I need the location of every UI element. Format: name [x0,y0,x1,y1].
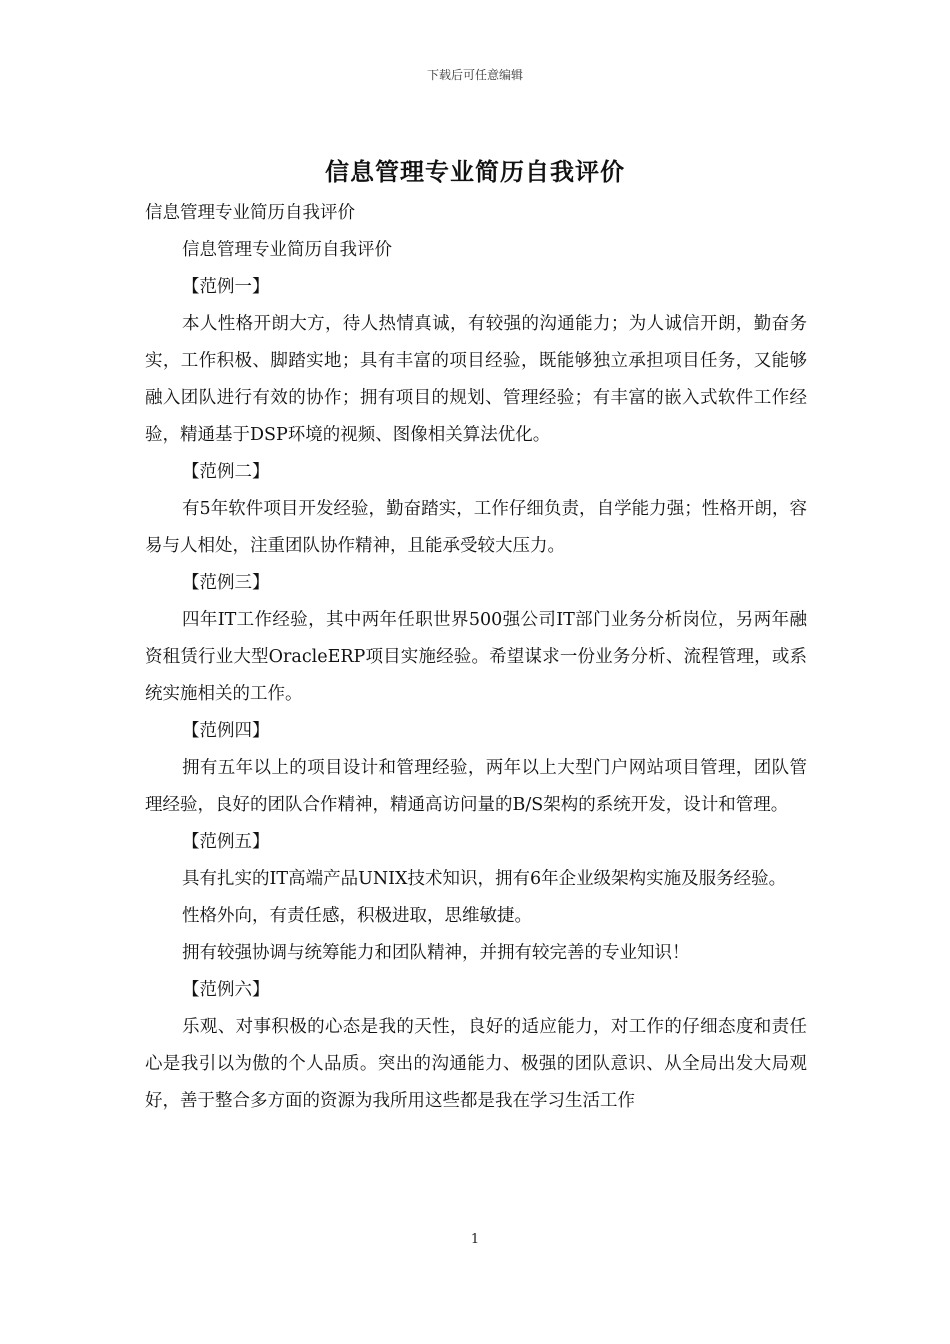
page-number: 1 [470,1232,480,1247]
paragraph: 具有扎实的IT高端产品UNIX技术知识，拥有6年企业级架构实施及服务经验。 [182,869,787,889]
page-header: 下载后可任意编辑 [426,68,523,82]
paragraph: 有5年软件项目开发经验，勤奋踏实，工作仔细负责，自学能力强；性格开朗，容易与人相处，注重团队协作精神，且能承受较大压力。 [145,499,807,556]
example-heading: 【范例四】 [182,721,270,741]
paragraph: 四年IT工作经验，其中两年任职世界500强公司IT部门业务分析岗位，另两年融资租赁行业大型OracleERP项目实施经验。希望谋求一份业务分析、流程管理，或系统实施相关的工作。 [145,610,807,704]
example-heading: 【范例五】 [182,832,270,852]
paragraph: 信息管理专业简历自我评价 [145,203,355,223]
example-heading: 【范例六】 [182,980,270,1000]
paragraph: 拥有较强协调与统筹能力和团队精神，并拥有较完善的专业知识！ [182,943,690,963]
example-heading: 【范例三】 [182,573,270,593]
paragraph: 信息管理专业简历自我评价 [182,240,392,260]
paragraph: 本人性格开朗大方，待人热情真诚，有较强的沟通能力；为人诚信开朗，勤奋务实，工作积极、脚踏实地；具有丰富的项目经验，既能够独立承担项目任务，又能够融入团队进行有效的协作；拥有项目的规划、管理经验；有丰富的嵌入式软件工作经验，精通基于DSP环境的视频、图像相关算法优化。 [145,314,807,445]
example-heading: 【范例一】 [182,277,270,297]
example-heading: 【范例二】 [182,462,270,482]
paragraph: 性格外向，有责任感，积极进取，思维敏捷。 [182,906,532,926]
document-body [145,195,807,1120]
paragraph: 拥有五年以上的项目设计和管理经验，两年以上大型门户网站项目管理，团队管理经验，良好的团队合作精神，精通高访问量的B/S架构的系统开发，设计和管理。 [145,758,807,815]
document-title: 信息管理专业简历自我评价 [325,158,625,186]
paragraph: 乐观、对事积极的心态是我的天性，良好的适应能力，对工作的仔细态度和责任心是我引以为傲的个人品质。突出的沟通能力、极强的团队意识、从全局出发大局观好，善于整合多方面的资源为我所用这些都是我在学习生活工作 [145,1017,807,1111]
